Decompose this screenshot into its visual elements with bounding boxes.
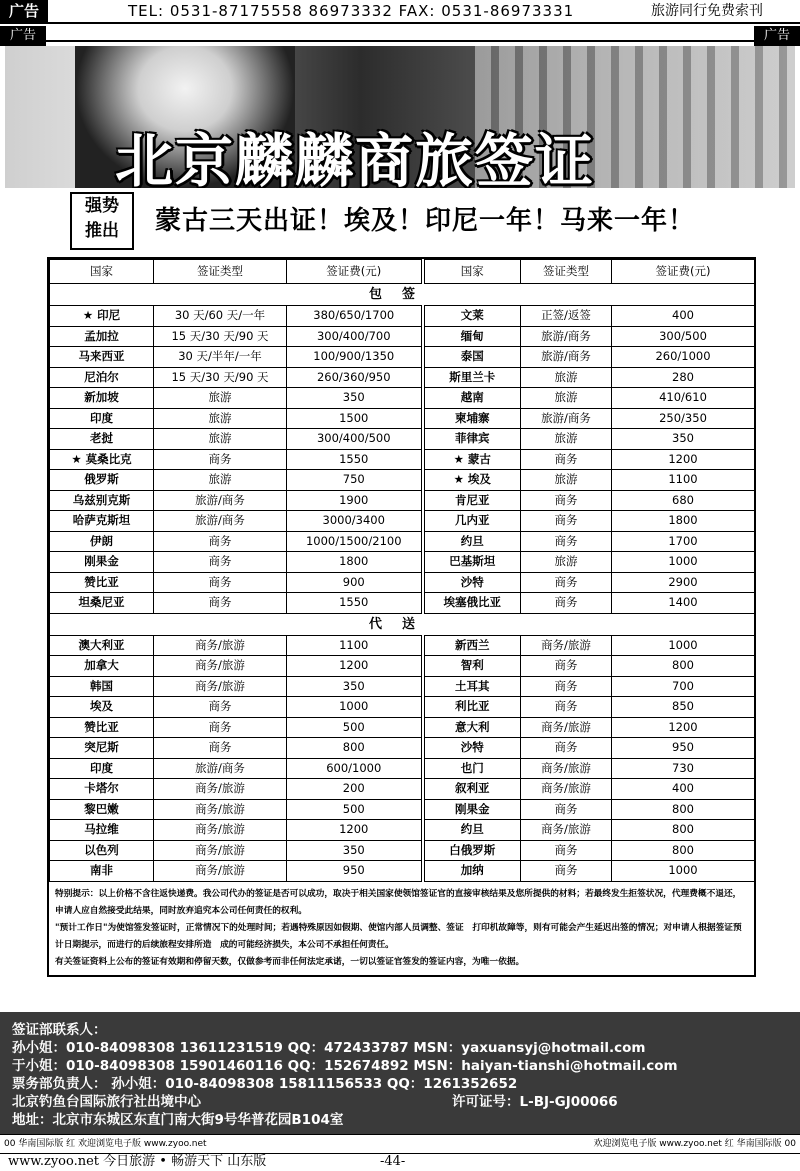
visa-fee-cell: 1700 xyxy=(612,531,755,552)
visa-fee-cell: 750 xyxy=(287,470,423,491)
visa-type-cell: 商务 xyxy=(521,449,612,470)
visa-fee-cell: 300/500 xyxy=(612,326,755,347)
visa-fee-cell: 1000 xyxy=(612,635,755,656)
visa-type-cell: 商务 xyxy=(521,572,612,593)
table-row xyxy=(50,470,755,491)
visa-fee-cell: 250/350 xyxy=(612,408,755,429)
country-cell: 卡塔尔 xyxy=(50,779,154,800)
visa-fee-cell: 500 xyxy=(287,717,423,738)
visa-fee-cell: 800 xyxy=(612,799,755,820)
visa-type-cell: 商务 xyxy=(154,449,287,470)
visa-type-cell: 商务/旅游 xyxy=(521,635,612,656)
visa-fee-cell: 1200 xyxy=(287,820,423,841)
country-cell: 尼泊尔 xyxy=(50,367,154,388)
visa-fee-cell: 950 xyxy=(612,738,755,759)
contact-block xyxy=(0,1012,800,1134)
banner-title: 北京麟麟商旅签证 xyxy=(115,127,596,188)
country-cell: 沙特 xyxy=(423,738,521,759)
visa-type-cell: 商务/旅游 xyxy=(521,717,612,738)
footer-strip xyxy=(0,1134,800,1154)
visa-fee-cell: 1200 xyxy=(612,717,755,738)
visa-fee-cell: 900 xyxy=(287,572,423,593)
footer-left: 00 华南国际版 红 欢迎浏览电子版 www.zyoo.net xyxy=(4,1139,207,1149)
visa-type-cell: 旅游/商务 xyxy=(154,490,287,511)
visa-type-cell: 30 天/半年/一年 xyxy=(154,347,287,368)
table-header-row xyxy=(50,260,755,284)
visa-fee-cell: 350 xyxy=(287,840,423,861)
bottom-line xyxy=(0,1153,800,1171)
visa-fee-cell: 签证费(元) xyxy=(287,260,423,284)
ad-label-left: 广告 xyxy=(0,26,46,46)
visa-fee-cell: 3000/3400 xyxy=(287,511,423,532)
promo-badge-line1: 强势 xyxy=(85,196,119,216)
visa-type-cell: 商务 xyxy=(521,697,612,718)
table-row xyxy=(50,656,755,677)
table-row xyxy=(50,738,755,759)
visa-type-cell: 商务/旅游 xyxy=(154,840,287,861)
bottom-left-text: www.zyoo.net 今日旅游 • 畅游天下 山东版 xyxy=(8,1154,267,1169)
visa-fee-cell: 1200 xyxy=(612,449,755,470)
visa-fee-cell: 1400 xyxy=(612,593,755,614)
visa-type-cell: 签证类型 xyxy=(154,260,287,284)
visa-type-cell: 商务 xyxy=(154,738,287,759)
visa-fee-cell: 500 xyxy=(287,799,423,820)
country-cell: 赞比亚 xyxy=(50,717,154,738)
section-row xyxy=(50,613,755,635)
visa-fee-cell: 1550 xyxy=(287,593,423,614)
visa-type-cell: 商务 xyxy=(521,531,612,552)
visa-type-cell: 商务 xyxy=(521,861,612,882)
country-cell: 约旦 xyxy=(423,820,521,841)
country-cell: 新西兰 xyxy=(423,635,521,656)
visa-type-cell: 商务 xyxy=(521,676,612,697)
visa-fee-cell: 380/650/1700 xyxy=(287,306,423,327)
visa-fee-cell: 350 xyxy=(612,429,755,450)
visa-fee-cell: 签证费(元) xyxy=(612,260,755,284)
visa-fee-cell: 200 xyxy=(287,779,423,800)
visa-fee-cell: 950 xyxy=(287,861,423,882)
visa-fee-cell: 260/360/950 xyxy=(287,367,423,388)
visa-type-cell: 商务 xyxy=(521,840,612,861)
country-cell: 加纳 xyxy=(423,861,521,882)
table-row xyxy=(50,449,755,470)
country-cell: ★ 莫桑比克 xyxy=(50,449,154,470)
address: 地址：北京市东城区东直门南大街9号华普花园B104室 xyxy=(12,1112,344,1128)
country-cell: 约旦 xyxy=(423,531,521,552)
top-contact-line: TEL: 0531-87175558 86973332 FAX: 0531-86973331 xyxy=(128,2,575,20)
visa-type-cell: 旅游/商务 xyxy=(154,511,287,532)
visa-type-cell: 商务/旅游 xyxy=(521,758,612,779)
table-row xyxy=(50,717,755,738)
visa-fee-cell: 2900 xyxy=(612,572,755,593)
license-number: 许可证号：L-BJ-GJ00066 xyxy=(452,1094,618,1110)
promo-badge-line2: 推出 xyxy=(85,221,119,241)
country-cell: 俄罗斯 xyxy=(50,470,154,491)
visa-fee-cell: 850 xyxy=(612,697,755,718)
visa-type-cell: 商务/旅游 xyxy=(154,820,287,841)
country-cell: 菲律宾 xyxy=(423,429,521,450)
visa-fee-cell: 800 xyxy=(612,840,755,861)
country-cell: 印度 xyxy=(50,408,154,429)
visa-fee-cell: 400 xyxy=(612,779,755,800)
visa-type-cell: 商务/旅游 xyxy=(521,779,612,800)
visa-type-cell: 旅游 xyxy=(154,408,287,429)
visa-fee-cell: 1000 xyxy=(612,552,755,573)
contact-sun: 孙小姐：010-84098308 13611231519 QQ：472433787 MSN：yaxuansyj@hotmail.com xyxy=(12,1040,646,1056)
special-notes xyxy=(49,882,754,975)
visa-fee-cell: 1100 xyxy=(287,635,423,656)
table-row xyxy=(50,552,755,573)
visa-fee-cell: 350 xyxy=(287,676,423,697)
country-cell: 加拿大 xyxy=(50,656,154,677)
visa-fee-cell: 800 xyxy=(612,656,755,677)
country-cell: 刚果金 xyxy=(50,552,154,573)
visa-price-table xyxy=(47,257,756,977)
visa-type-cell: 商务 xyxy=(521,511,612,532)
visa-type-cell: 15 天/30 天/90 天 xyxy=(154,367,287,388)
country-cell: 沙特 xyxy=(423,572,521,593)
visa-type-cell: 商务 xyxy=(154,572,287,593)
visa-fee-cell: 1900 xyxy=(287,490,423,511)
country-cell: 孟加拉 xyxy=(50,326,154,347)
visa-type-cell: 旅游/商务 xyxy=(521,347,612,368)
section-row xyxy=(50,284,755,306)
visa-fee-cell: 1550 xyxy=(287,449,423,470)
country-cell: 肯尼亚 xyxy=(423,490,521,511)
country-cell: 越南 xyxy=(423,388,521,409)
table-row xyxy=(50,861,755,882)
top-rule xyxy=(0,22,800,24)
visa-fee-cell: 1500 xyxy=(287,408,423,429)
visa-type-cell: 30 天/60 天/一年 xyxy=(154,306,287,327)
visa-type-cell: 商务/旅游 xyxy=(154,676,287,697)
visa-type-cell: 旅游/商务 xyxy=(521,326,612,347)
note-paragraph: "预计工作日"为使馆签发签证时，正常情况下的处理时间；若遇特殊原因如假期、使馆内部人员调整、签证 打印机故障等，则有可能会产生延迟出签的情况；对申请人根据签证预计日期提示，而进行的后续旅程安排所造 成的可能经济损失，本公司不承担任何责任。 xyxy=(55,922,742,950)
promo-badge xyxy=(70,192,134,250)
table-row xyxy=(50,799,755,820)
table-row xyxy=(50,347,755,368)
table-row xyxy=(50,490,755,511)
country-cell: 新加坡 xyxy=(50,388,154,409)
country-cell: 国家 xyxy=(423,260,521,284)
visa-type-cell: 旅游 xyxy=(154,429,287,450)
country-cell: 印度 xyxy=(50,758,154,779)
visa-type-cell: 商务/旅游 xyxy=(154,656,287,677)
ad-label: 广告 xyxy=(0,0,48,22)
table-row xyxy=(50,758,755,779)
visa-fee-cell: 1100 xyxy=(612,470,755,491)
visa-type-cell: 旅游 xyxy=(154,470,287,491)
table-row xyxy=(50,408,755,429)
visa-type-cell: 商务 xyxy=(521,593,612,614)
table-row xyxy=(50,429,755,450)
country-cell: 柬埔寨 xyxy=(423,408,521,429)
country-cell: 澳大利亚 xyxy=(50,635,154,656)
visa-type-cell: 商务 xyxy=(521,799,612,820)
visa-fee-cell: 800 xyxy=(612,820,755,841)
visa-type-cell: 签证类型 xyxy=(521,260,612,284)
visa-fee-cell: 260/1000 xyxy=(612,347,755,368)
banner xyxy=(5,46,795,188)
country-cell: 国家 xyxy=(50,260,154,284)
ad-label-right: 广告 xyxy=(754,26,800,46)
country-cell: 叙利亚 xyxy=(423,779,521,800)
country-cell: 泰国 xyxy=(423,347,521,368)
visa-type-cell: 旅游 xyxy=(521,367,612,388)
footer-right: 欢迎浏览电子版 www.zyoo.net 红 华南国际版 00 xyxy=(593,1139,796,1149)
visa-fee-cell: 400 xyxy=(612,306,755,327)
country-cell: ★ 蒙古 xyxy=(423,449,521,470)
country-cell: 坦桑尼亚 xyxy=(50,593,154,614)
visa-type-cell: 商务 xyxy=(154,717,287,738)
country-cell: 哈萨克斯坦 xyxy=(50,511,154,532)
country-cell: 刚果金 xyxy=(423,799,521,820)
table-row xyxy=(50,572,755,593)
visa-type-cell: 商务/旅游 xyxy=(154,861,287,882)
price-table-grid xyxy=(49,259,755,882)
table-row xyxy=(50,676,755,697)
visa-fee-cell: 1000 xyxy=(612,861,755,882)
country-cell: 伊朗 xyxy=(50,531,154,552)
country-cell: 意大利 xyxy=(423,717,521,738)
visa-type-cell: 商务/旅游 xyxy=(154,779,287,800)
table-row xyxy=(50,306,755,327)
country-cell: 马来西亚 xyxy=(50,347,154,368)
country-cell: 乌兹别克斯 xyxy=(50,490,154,511)
table-row xyxy=(50,326,755,347)
visa-fee-cell: 100/900/1350 xyxy=(287,347,423,368)
visa-fee-cell: 410/610 xyxy=(612,388,755,409)
visa-type-cell: 商务 xyxy=(521,738,612,759)
table-row xyxy=(50,593,755,614)
country-cell: 利比亚 xyxy=(423,697,521,718)
visa-type-cell: 旅游 xyxy=(521,388,612,409)
contact-heading: 签证部联系人： xyxy=(12,1022,107,1038)
visa-type-cell: 旅游 xyxy=(521,470,612,491)
visa-fee-cell: 1800 xyxy=(612,511,755,532)
country-cell: 智利 xyxy=(423,656,521,677)
country-cell: 也门 xyxy=(423,758,521,779)
visa-type-cell: 商务 xyxy=(154,531,287,552)
visa-type-cell: 旅游/商务 xyxy=(521,408,612,429)
visa-type-cell: 旅游/商务 xyxy=(154,758,287,779)
visa-fee-cell: 1200 xyxy=(287,656,423,677)
visa-fee-cell: 300/400/500 xyxy=(287,429,423,450)
visa-fee-cell: 300/400/700 xyxy=(287,326,423,347)
note-paragraph: 有关签证资料上公布的签证有效期和停留天数，仅做参考而非任何法定承诺，一切以签证官签发的签证内容，为唯一依据。 xyxy=(55,956,525,967)
visa-type-cell: 15 天/30 天/90 天 xyxy=(154,326,287,347)
visa-type-cell: 商务/旅游 xyxy=(521,820,612,841)
contact-ticketing: 票务部负责人： 孙小姐：010-84098308 15811156533 QQ：1261352652 xyxy=(12,1076,518,1092)
country-cell: 赞比亚 xyxy=(50,572,154,593)
visa-fee-cell: 800 xyxy=(287,738,423,759)
table-row xyxy=(50,511,755,532)
visa-fee-cell: 350 xyxy=(287,388,423,409)
visa-fee-cell: 730 xyxy=(612,758,755,779)
country-cell: 南非 xyxy=(50,861,154,882)
visa-type-cell: 商务 xyxy=(154,697,287,718)
table-row xyxy=(50,367,755,388)
visa-type-cell: 旅游 xyxy=(521,552,612,573)
visa-type-cell: 商务 xyxy=(154,552,287,573)
visa-type-cell: 商务/旅游 xyxy=(154,635,287,656)
table-row xyxy=(50,779,755,800)
table-row xyxy=(50,840,755,861)
second-rule xyxy=(46,40,754,42)
visa-fee-cell: 1800 xyxy=(287,552,423,573)
agency-name: 北京钓鱼台国际旅行社出境中心 xyxy=(12,1094,201,1110)
visa-type-cell: 正签/返签 xyxy=(521,306,612,327)
country-cell: 老挝 xyxy=(50,429,154,450)
page-number: -44- xyxy=(380,1154,406,1169)
country-cell: 韩国 xyxy=(50,676,154,697)
section-title: 包签 xyxy=(50,284,755,306)
country-cell: ★ 印尼 xyxy=(50,306,154,327)
visa-type-cell: 旅游 xyxy=(154,388,287,409)
promo-headline: 蒙古三天出证！埃及！印尼一年！马来一年！ xyxy=(155,206,696,236)
table-row xyxy=(50,635,755,656)
country-cell: 黎巴嫩 xyxy=(50,799,154,820)
country-cell: 埃塞俄比亚 xyxy=(423,593,521,614)
country-cell: 土耳其 xyxy=(423,676,521,697)
table-row xyxy=(50,388,755,409)
country-cell: 以色列 xyxy=(50,840,154,861)
country-cell: 斯里兰卡 xyxy=(423,367,521,388)
top-right-text: 旅游同行免费索刊 xyxy=(651,3,763,19)
country-cell: 几内亚 xyxy=(423,511,521,532)
visa-fee-cell: 1000/1500/2100 xyxy=(287,531,423,552)
country-cell: 缅甸 xyxy=(423,326,521,347)
visa-type-cell: 旅游 xyxy=(521,429,612,450)
country-cell: ★ 埃及 xyxy=(423,470,521,491)
table-row xyxy=(50,697,755,718)
visa-fee-cell: 1000 xyxy=(287,697,423,718)
country-cell: 巴基斯坦 xyxy=(423,552,521,573)
country-cell: 白俄罗斯 xyxy=(423,840,521,861)
visa-fee-cell: 600/1000 xyxy=(287,758,423,779)
visa-type-cell: 商务/旅游 xyxy=(154,799,287,820)
visa-fee-cell: 280 xyxy=(612,367,755,388)
visa-type-cell: 商务 xyxy=(521,490,612,511)
country-cell: 突尼斯 xyxy=(50,738,154,759)
country-cell: 埃及 xyxy=(50,697,154,718)
table-row xyxy=(50,531,755,552)
note-paragraph: 特别提示：以上价格不含往返快递费。我公司代办的签证是否可以成功，取决于相关国家使领馆签证官的直接审核结果及您所提供的材料；若最终发生拒签状况，代理费概不退还，申请人应自然接受此结果，同时放弃追究本公司任何责任的权利。 xyxy=(55,888,742,916)
visa-type-cell: 商务 xyxy=(154,593,287,614)
country-cell: 文莱 xyxy=(423,306,521,327)
contact-yu: 于小姐：010-84098308 15901460116 QQ：152674892 MSN：haiyan-tianshi@hotmail.com xyxy=(12,1058,678,1074)
table-row xyxy=(50,820,755,841)
section-title: 代送 xyxy=(50,613,755,635)
visa-type-cell: 商务 xyxy=(521,656,612,677)
visa-fee-cell: 700 xyxy=(612,676,755,697)
visa-fee-cell: 680 xyxy=(612,490,755,511)
country-cell: 马拉维 xyxy=(50,820,154,841)
